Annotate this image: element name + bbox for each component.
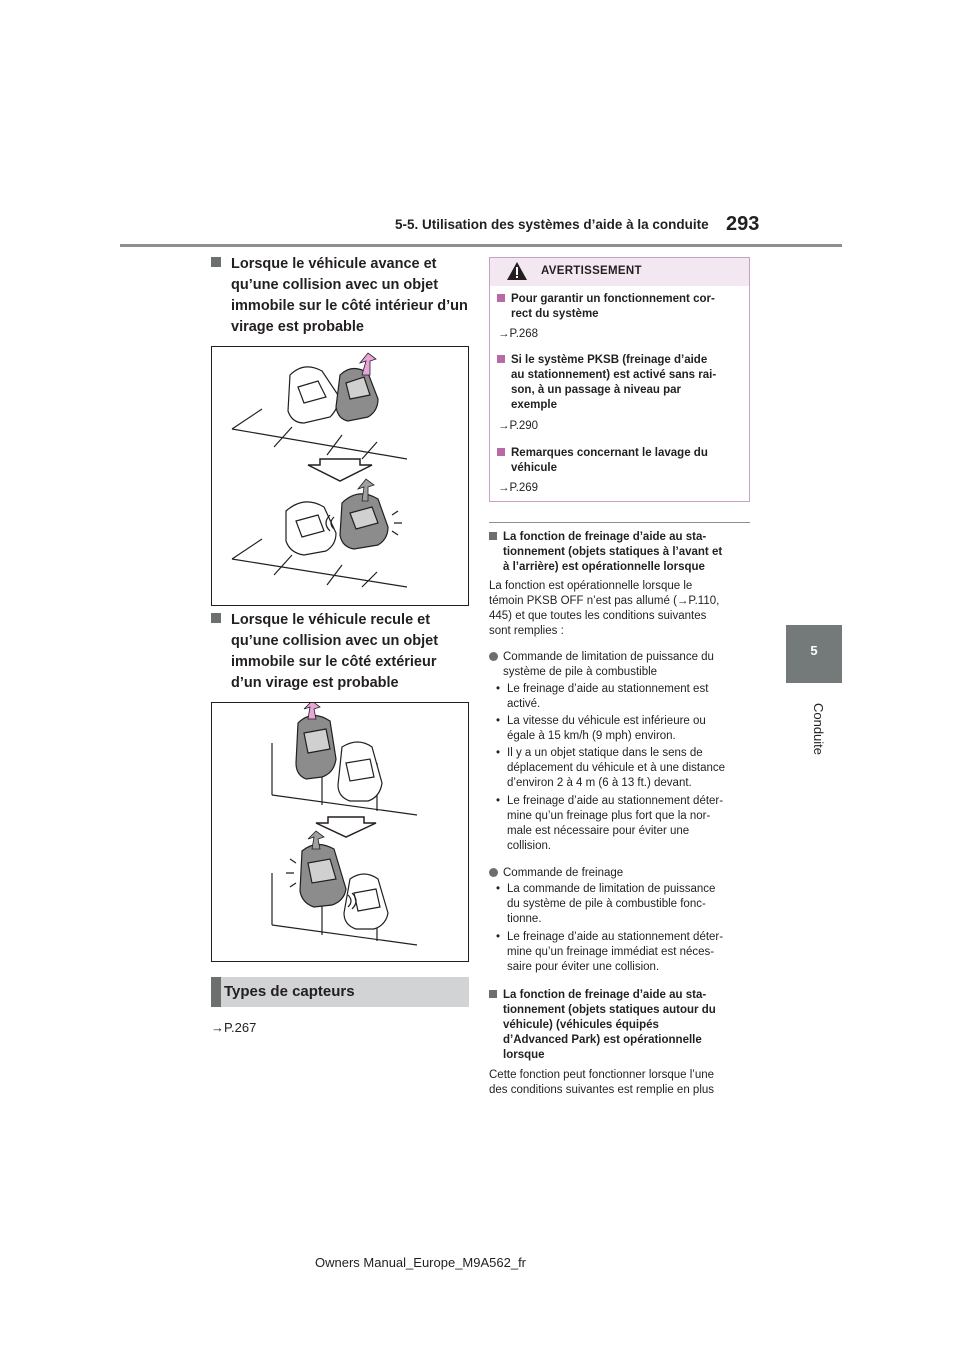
footer-text: Owners Manual_Europe_M9A562_fr	[315, 1255, 527, 1270]
section-title-sensor-types: Types de capteurs	[224, 983, 355, 1000]
square-bullet-icon	[497, 294, 505, 302]
list-item: • La vitesse du véhicule est inférieure ou égale à 15 km/h (9 mph) environ.	[496, 715, 706, 742]
warning-item: Si le système PKSB (freinage d’aide au stationnement) est activé sans rai- son, à un passage à niveau par exemple	[497, 353, 742, 413]
warning-triangle-icon	[506, 261, 528, 286]
subheading-surrounding: La fonction de freinage d’aide au sta- tionnement (objets statiques autour du véhicule) (véhicules équipés d’Advanced Park) est opérationnelle lorsque	[489, 988, 751, 1063]
round-bullet-icon	[489, 652, 498, 661]
page-reference: →P.290	[498, 420, 539, 432]
list-item: • Il y a un objet statique dans le sens de déplacement du véhicule et à une distance d’environ 2 à 4 m (6 à 13 ft.) devant.	[496, 747, 726, 789]
heading-reverse: Lorsque le véhicule recule et qu’une collision avec un objet immobile sur le côté extérieur d’un virage est probable	[211, 610, 481, 694]
paragraph: Cette fonction peut fonctionner lorsque l’une des conditions suivantes est remplie en plus	[489, 1069, 715, 1096]
page-reference: →P.269	[498, 482, 539, 494]
subheading-front-rear: La fonction de freinage d’aide au sta- tionnement (objets statiques à l’avant et à l’arrière) est opérationnelle lorsque	[489, 530, 751, 575]
heading-forward: Lorsque le véhicule avance et qu’une collision avec un objet immobile sur le côté intérieur d’un virage est probable	[211, 254, 481, 338]
bullet-item: Commande de limitation de puissance du système de pile à combustible	[489, 650, 751, 680]
section-title: 5-5. Utilisation des systèmes d’aide à la conduite	[395, 217, 709, 232]
square-bullet-icon	[489, 532, 497, 540]
square-bullet-icon	[211, 613, 221, 623]
list-item: • Le freinage d’aide au stationnement déter- mine qu’un freinage plus fort que la nor- male est nécessaire pour éviter une collision.	[496, 795, 724, 852]
header-rule	[120, 244, 842, 247]
list-item: • Le freinage d’aide au stationnement déter- mine qu’un freinage immédiat est néces- saire pour éviter une collision.	[496, 931, 724, 973]
square-bullet-icon	[211, 257, 221, 267]
figure-forward-collision	[211, 346, 469, 606]
warning-item: Remarques concernant le lavage du véhicule	[497, 446, 742, 476]
paragraph: La fonction est opérationnelle lorsque le témoin PKSB OFF n’est pas allumé (→P.110, 445) et que toutes les conditions suivantes sont remplies :	[489, 580, 720, 637]
list-item: • La commande de limitation de puissance du système de pile à combustible fonc- tionne.	[496, 883, 716, 925]
column-rule	[489, 522, 750, 523]
page-reference: →P.267	[211, 1020, 257, 1035]
bullet-item: Commande de freinage	[489, 866, 751, 881]
round-bullet-icon	[489, 868, 498, 877]
warning-item: Pour garantir un fonctionnement cor- rect du système	[497, 292, 742, 322]
page-number: 293	[726, 213, 760, 235]
page-reference: →P.268	[498, 328, 539, 340]
chapter-label: Conduite	[811, 702, 826, 756]
list-item: • Le freinage d’aide au stationnement est activé.	[496, 683, 709, 710]
square-bullet-icon	[489, 990, 497, 998]
figure-reverse-collision	[211, 702, 469, 962]
square-bullet-icon	[497, 355, 505, 363]
chapter-number: 5	[810, 643, 818, 658]
square-bullet-icon	[497, 448, 505, 456]
warning-title: AVERTISSEMENT	[541, 265, 642, 277]
